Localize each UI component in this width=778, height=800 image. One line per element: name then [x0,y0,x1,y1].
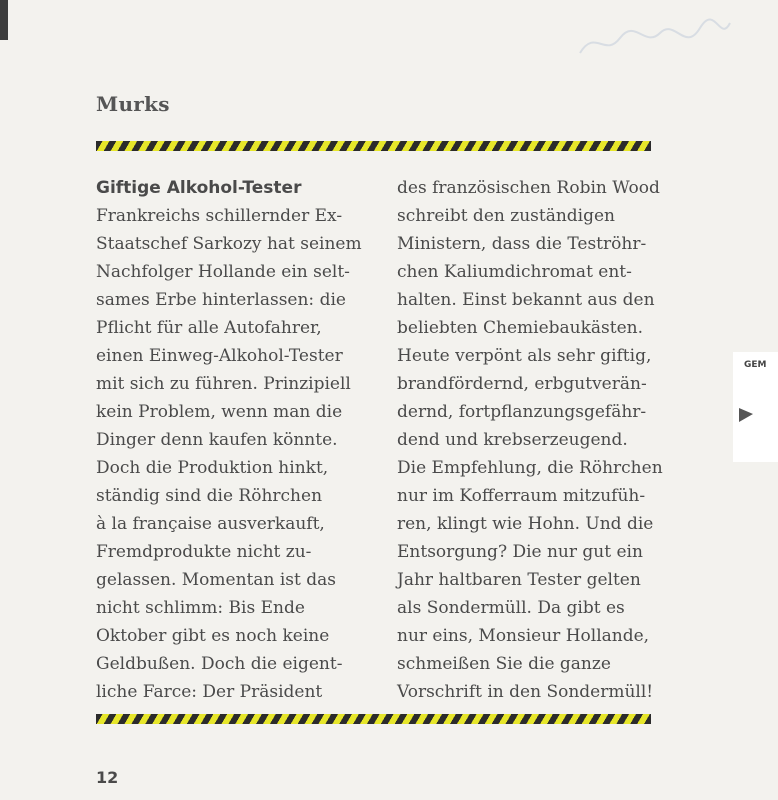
text-line: à la française ausverkauft, [96,514,325,534]
text-line: mit sich zu führen. Prinzipiell [96,374,351,394]
text-line: Nachfolger Hollande ein selt- [96,262,350,282]
text-line: als Sondermüll. Da gibt es [397,598,625,618]
side-tab-label: GEM [744,360,767,370]
text-line: gelassen. Momentan ist das [96,570,337,590]
text-line: ständig sind die Röhrchen [96,486,323,506]
hazard-stripe-top [96,141,651,151]
text-line: Dinger denn kaufen könnte. [96,430,338,450]
article-heading: Giftige Alkohol-Tester [96,178,302,198]
text-line: kein Problem, wenn man die [96,402,343,422]
text-line: Staatschef Sarkozy hat seinem [96,234,362,254]
text-line: schmeißen Sie die ganze [397,654,611,674]
arrow-icon [739,408,755,424]
handwritten-scribble [575,8,735,68]
text-line: Jahr haltbaren Tester gelten [397,570,641,590]
text-line: Ministern, dass die Teströhr- [397,234,647,254]
text-line: dend und krebserzeugend. [397,430,628,450]
page-number: 12 [96,768,119,787]
next-page-tab [733,352,778,462]
article-column-right [397,174,677,706]
text-line: dernd, fortpflanzungsgefähr- [397,402,647,422]
article-column-left [96,174,376,706]
text-line: des französischen Robin Wood [397,178,660,198]
text-line: nur eins, Monsieur Hollande, [397,626,650,646]
text-line: ren, klingt wie Hohn. Und die [397,514,654,534]
text-line: Vorschrift in den Sondermüll! [397,682,654,702]
text-line: Geldbußen. Doch die eigent- [96,654,343,674]
text-line: Oktober gibt es noch keine [96,626,330,646]
text-line: halten. Einst bekannt aus den [397,290,655,310]
text-line: nicht schlimm: Bis Ende [96,598,305,618]
text-line: Frankreichs schillernder Ex- [96,206,343,226]
text-line: Die Empfehlung, die Röhrchen [397,458,663,478]
text-line: Heute verpönt als sehr giftig, [397,346,652,366]
page-edge [0,0,8,40]
text-line: sames Erbe hinterlassen: die [96,290,346,310]
text-line: Fremdprodukte nicht zu- [96,542,312,562]
text-line: brandfördernd, erbgutverän- [397,374,647,394]
text-line: Entsorgung? Die nur gut ein [397,542,643,562]
text-line: beliebten Chemiebaukästen. [397,318,644,338]
hazard-stripe-bottom [96,714,651,724]
section-title: Murks [96,92,170,116]
text-line: Pflicht für alle Autofahrer, [96,318,322,338]
text-line: nur im Kofferraum mitzufüh- [397,486,646,506]
text-line: Doch die Produktion hinkt, [96,458,329,478]
text-line: liche Farce: Der Präsident [96,682,323,702]
text-line: einen Einweg-Alkohol-Tester [96,346,343,366]
text-line: chen Kaliumdichromat ent- [397,262,632,282]
text-line: schreibt den zuständigen [397,206,615,226]
